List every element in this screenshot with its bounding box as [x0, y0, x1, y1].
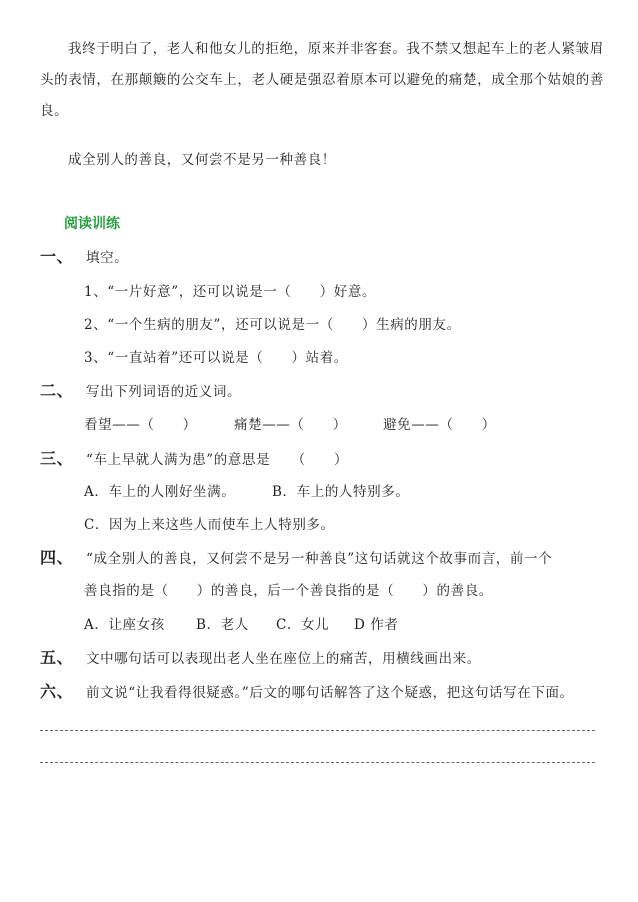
section-title-reading-practice: 阅读训练 [64, 216, 120, 232]
question-1-item-2: 2、“一个生病的朋友”，还可以说是一（ ）生病的朋友。 [84, 317, 461, 333]
question-6-number: 六、 [40, 682, 74, 701]
question-1-text: 填空。 [86, 250, 129, 266]
question-1-item-3: 3、“一直站着”还可以说是（ ）站着。 [84, 350, 348, 366]
question-1-item-1: 1、“一片好意”，还可以说是一（ ）好意。 [84, 284, 377, 300]
passage-text-2: 成全别人的善良，又何尝不是另一种善良！ [68, 152, 336, 168]
question-5 [40, 648, 620, 669]
question-1 [40, 247, 620, 268]
question-4-option-a: A．让座女孩 [84, 617, 165, 633]
question-1-number: 一、 [40, 247, 74, 266]
question-2-word-3: 避免——（ ） [383, 417, 496, 433]
question-3 [40, 449, 620, 470]
passage-text-1: 我终于明白了，老人和他女儿的拒绝，原来并非客套。我不禁又想起车上的老人紧皱眉头的表情，在那颠簸的公交车上，老人硬是强忍着原本可以避免的痛楚，成全那个姑娘的善良。 [40, 41, 604, 119]
question-2-word-2: 痛楚——（ ） [234, 417, 347, 433]
question-4-option-c: C．女儿 [276, 617, 330, 633]
question-6 [40, 682, 620, 703]
question-6-text: 前文说“让我看得很疑惑。”后文的哪句话解答了这个疑惑，把这句话写在下面。 [86, 685, 574, 701]
question-2-word-1: 看望——（ ） [84, 417, 197, 433]
question-2-text: 写出下列词语的近义词。 [86, 384, 242, 400]
question-4-number: 四、 [40, 548, 74, 567]
question-4-option-d: D 作者 [354, 617, 399, 633]
answer-line-1[interactable] [40, 730, 595, 731]
question-4 [40, 548, 620, 569]
question-2-number: 二、 [40, 381, 74, 400]
question-5-number: 五、 [40, 648, 74, 667]
question-3-option-a: A．车上的人刚好坐满。 [84, 484, 236, 500]
question-3-text: “车上早就人满为患”的意思是 （ ） [86, 452, 349, 468]
question-3-number: 三、 [40, 449, 74, 468]
question-2 [40, 381, 620, 402]
question-5-text: 文中哪句话可以表现出老人坐在座位上的痛苦，用横线画出来。 [86, 651, 481, 667]
question-4-option-b: B．老人 [196, 617, 249, 633]
question-3-option-c: C．因为上来这些人而使车上人特别多。 [84, 517, 335, 533]
passage-paragraph-1 [40, 34, 605, 127]
question-3-option-b: B．车上的人特别多。 [272, 484, 410, 500]
question-4-text-line-1: “成全别人的善良，又何尝不是另一种善良”这句话就这个故事而言，前一个 [86, 551, 553, 567]
answer-line-2[interactable] [40, 762, 595, 763]
question-4-text-line-2: 善良指的是（ ）的善良，后一个善良指的是（ ）的善良。 [84, 583, 493, 599]
passage-paragraph-2 [40, 145, 605, 176]
